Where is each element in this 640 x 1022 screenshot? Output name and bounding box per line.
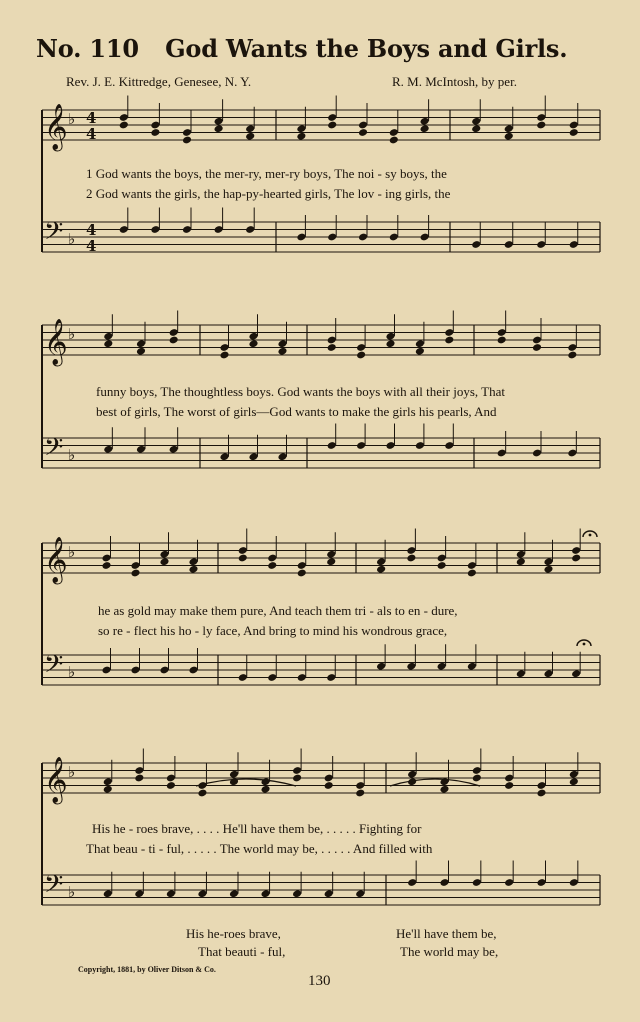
lyric-s4-verse1: His he - roes brave, . . . . He'll have them be, . . . . . Fighting for bbox=[92, 821, 422, 836]
bass-clef-icon: 𝄢 bbox=[44, 217, 64, 252]
treble-note-head bbox=[569, 128, 579, 137]
lyric-s4-verse2: That beau - ti - ful, . . . . . The world may be, . . . . . And filled with bbox=[86, 841, 433, 856]
treble-note-head bbox=[327, 343, 337, 352]
treble-note-head bbox=[169, 336, 179, 345]
lyric-s1-verse1: 1 God wants the boys, the mer-ry, mer-ry boys, The noi - sy boys, the bbox=[86, 166, 447, 181]
treble-note-head bbox=[536, 789, 546, 798]
treble-note-head bbox=[134, 774, 144, 783]
treble-note-head bbox=[188, 565, 198, 574]
time-signature-top: 4 bbox=[86, 221, 97, 239]
treble-note-head bbox=[415, 347, 425, 356]
treble-note-head bbox=[292, 774, 302, 783]
treble-note-head bbox=[248, 339, 258, 348]
treble-note-head bbox=[571, 554, 581, 563]
lyric-s3-verse1: he as gold may make them pure, And teach them tri - als to en - dure, bbox=[98, 603, 458, 618]
treble-note-head bbox=[516, 557, 526, 566]
treble-note-head bbox=[103, 785, 113, 794]
bass-echo-1b: He'll have them be, bbox=[396, 926, 497, 941]
author-credit: Rev. J. E. Kittredge, Genesee, N. Y. bbox=[66, 74, 252, 89]
copyright-notice: Copyright, 1881, by Oliver Ditson & Co. bbox=[78, 965, 216, 974]
page-number: 130 bbox=[308, 973, 331, 989]
treble-note-head bbox=[497, 336, 507, 345]
key-flat-icon: ♭ bbox=[68, 763, 76, 781]
treble-note-head bbox=[504, 132, 514, 141]
key-flat-icon: ♭ bbox=[68, 325, 76, 343]
treble-note-head bbox=[219, 351, 229, 360]
treble-note-head bbox=[567, 351, 577, 360]
treble-note-head bbox=[385, 339, 395, 348]
key-flat-icon: ♭ bbox=[68, 543, 76, 561]
bass-clef-icon: 𝄢 bbox=[44, 870, 64, 905]
treble-clef-icon: 𝄞 bbox=[44, 757, 68, 803]
treble-note-head bbox=[166, 781, 176, 790]
bass-echo-1a: His he-roes brave, bbox=[186, 926, 281, 941]
tie-icon bbox=[196, 779, 296, 786]
time-signature-bottom: 4 bbox=[86, 237, 97, 255]
lyric-s1-verse2: 2 God wants the girls, the hap-py-hearted girls, The lov - ing girls, the bbox=[86, 186, 451, 201]
treble-clef-icon: 𝄞 bbox=[44, 537, 68, 583]
treble-note-head bbox=[356, 351, 366, 360]
treble-note-head bbox=[439, 785, 449, 794]
treble-note-head bbox=[327, 121, 337, 130]
treble-note-head bbox=[471, 124, 481, 133]
treble-note-head bbox=[326, 557, 336, 566]
time-signature-bottom: 4 bbox=[86, 125, 97, 143]
composer-credit: R. M. McIntosh, by per. bbox=[392, 74, 517, 89]
treble-note-head bbox=[197, 789, 207, 798]
treble-note-head bbox=[238, 554, 248, 563]
key-flat-icon: ♭ bbox=[68, 230, 76, 248]
treble-note-head bbox=[406, 554, 416, 563]
treble-note-head bbox=[355, 789, 365, 798]
treble-note-head bbox=[101, 561, 111, 570]
bass-clef-icon: 𝄢 bbox=[44, 433, 64, 468]
tie-icon bbox=[390, 779, 480, 786]
key-flat-icon: ♭ bbox=[68, 663, 76, 681]
treble-note-head bbox=[277, 347, 287, 356]
lyric-s2-verse2: best of girls, The worst of girls—God wants to make the girls his pearls, And bbox=[96, 404, 497, 419]
bass-echo-2a: That beauti - ful, bbox=[198, 944, 286, 959]
treble-note-head bbox=[150, 128, 160, 137]
treble-note-head bbox=[358, 128, 368, 137]
treble-note-head bbox=[389, 136, 399, 145]
treble-note-head bbox=[261, 785, 271, 794]
treble-note-head bbox=[472, 774, 482, 783]
fermata-dot bbox=[583, 643, 586, 646]
treble-clef-icon: 𝄞 bbox=[44, 319, 68, 365]
treble-note-head bbox=[136, 347, 146, 356]
treble-note-head bbox=[297, 569, 307, 578]
key-flat-icon: ♭ bbox=[68, 883, 76, 901]
treble-note-head bbox=[182, 136, 192, 145]
treble-note-head bbox=[159, 557, 169, 566]
lyric-s3-verse2: so re - flect his ho - ly face, And bring to mind his wondrous grace, bbox=[98, 623, 448, 638]
treble-note-head bbox=[543, 565, 553, 574]
treble-note-head bbox=[444, 336, 454, 345]
treble-note-head bbox=[324, 781, 334, 790]
treble-note-head bbox=[437, 561, 447, 570]
treble-note-head bbox=[119, 121, 129, 130]
hymn-title: God Wants the Boys and Girls. bbox=[165, 34, 568, 63]
fermata-dot bbox=[589, 534, 592, 537]
treble-note-head bbox=[245, 132, 255, 141]
treble-note-head bbox=[214, 124, 224, 133]
time-signature-top: 4 bbox=[86, 109, 97, 127]
treble-note-head bbox=[536, 121, 546, 130]
treble-note-head bbox=[504, 781, 514, 790]
treble-note-head bbox=[103, 339, 113, 348]
treble-note-head bbox=[130, 569, 140, 578]
key-flat-icon: ♭ bbox=[68, 446, 76, 464]
lyric-s2-verse1: funny boys, The thoughtless boys. God wants the boys with all their joys, That bbox=[96, 384, 505, 399]
treble-note-head bbox=[296, 132, 306, 141]
treble-note-head bbox=[420, 124, 430, 133]
treble-note-head bbox=[267, 561, 277, 570]
treble-note-head bbox=[467, 569, 477, 578]
hymn-number: No. 110 bbox=[36, 34, 139, 63]
treble-note-head bbox=[569, 777, 579, 786]
bass-clef-icon: 𝄢 bbox=[44, 650, 64, 685]
treble-clef-icon: 𝄞 bbox=[44, 104, 68, 150]
key-flat-icon: ♭ bbox=[68, 110, 76, 128]
bass-echo-2b: The world may be, bbox=[400, 944, 499, 959]
treble-note-head bbox=[376, 565, 386, 574]
treble-note-head bbox=[532, 343, 542, 352]
